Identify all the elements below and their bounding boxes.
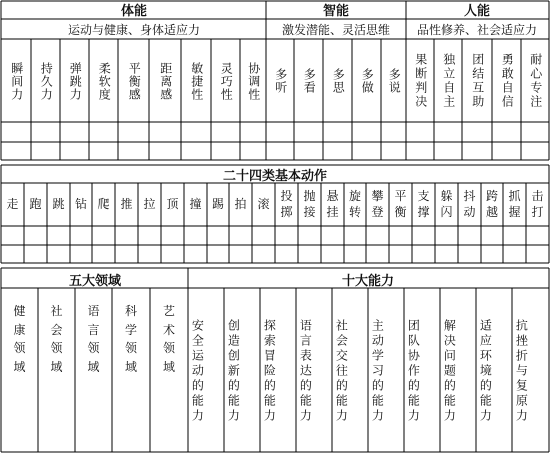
basic-movement-item: 投掷 [280,188,293,219]
ability-item: 多听 [273,68,288,94]
ability-ten-item: 主动学习的能力 [370,318,385,424]
basic-movement-item: 拍 [234,196,247,211]
ability-item: 团结互助 [470,53,485,109]
ability-item: 距离感 [158,61,173,101]
ability-item: 多做 [360,68,375,94]
ability-item: 勇敢自信 [500,53,515,109]
basic-movement-item: 抖动 [463,188,476,219]
basic-movement-item: 旋转 [349,188,362,219]
group-subtitle-character: 品性修养、社会适应力 [416,23,537,37]
section3-left-title: 五大领域 [68,274,121,289]
domain-item: 科学领域 [124,304,137,374]
domain-item: 健康领域 [13,304,26,374]
basic-movement-item: 躲闪 [440,188,453,219]
basic-movement-item: 滚 [257,196,270,211]
basic-movement-item: 推 [120,196,133,211]
ability-item: 柔软度 [97,61,112,101]
basic-movement-item: 钻 [74,196,87,211]
ability-ten-item: 创造创新的能力 [226,318,241,424]
basic-movement-item: 平衡 [394,188,407,219]
ability-ten-item: 适应环境的能力 [478,318,493,424]
group-subtitle-physical: 运动与健康、身体适应力 [67,23,200,37]
ability-item: 敏捷性 [189,61,204,101]
ability-ten-item: 语言表达的能力 [298,318,313,424]
group-title-character: 人能 [463,4,490,19]
ability-item: 多看 [302,68,317,94]
ability-item: 果断判决 [413,53,428,109]
ability-item: 弹跳力 [68,61,83,101]
basic-movement-item: 撞 [189,196,202,211]
domain-item: 社会领域 [50,304,63,374]
ability-item: 灵巧性 [219,61,234,101]
ability-ten-item: 团队协作的能力 [406,318,421,424]
basic-movement-item: 踢 [211,196,224,211]
basic-movement-item: 爬 [97,196,110,211]
ability-item: 持久力 [39,61,54,101]
domain-item: 语言领域 [87,304,100,374]
ability-item: 多说 [387,68,402,94]
ability-ten-item: 探索冒险的能力 [262,318,277,424]
ability-ten-item: 抗挫折与复原力 [514,318,529,424]
ability-item: 独立自主 [441,53,456,109]
group-title-physical: 体能 [120,4,147,19]
basic-movement-item: 击打 [531,188,544,219]
basic-movement-item: 跳 [52,196,65,211]
group-title-intellect: 智能 [322,4,349,19]
basic-movement-item: 跨越 [486,188,499,219]
ability-item: 瞬间力 [9,61,24,101]
basic-movement-item: 顶 [166,196,179,211]
ability-item: 耐心专注 [528,53,543,109]
ability-item: 多思 [331,68,346,94]
basic-movement-item: 抓握 [508,188,521,219]
basic-movement-item: 抛接 [303,188,316,219]
basic-movement-item: 跑 [29,196,42,211]
basic-movement-item: 拉 [143,196,156,211]
basic-movement-item: 攀登 [371,188,384,219]
basic-movement-item: 悬挂 [326,188,339,219]
section3-right-title: 十大能力 [341,274,394,289]
ability-item: 协调性 [246,61,261,101]
basic-movement-item: 支撑 [417,188,430,219]
group-subtitle-intellect: 激发潜能、灵活思维 [281,23,390,37]
domain-item: 艺术领域 [162,304,175,374]
ability-ten-item: 解决问题的能力 [442,318,457,424]
ability-ten-item: 安全运动的能力 [190,318,205,424]
section2-title: 二十四类基本动作 [222,169,327,184]
basic-movement-item: 走 [6,196,19,211]
ability-ten-item: 社会交往的能力 [334,318,349,424]
ability-item: 平衡感 [127,61,142,101]
